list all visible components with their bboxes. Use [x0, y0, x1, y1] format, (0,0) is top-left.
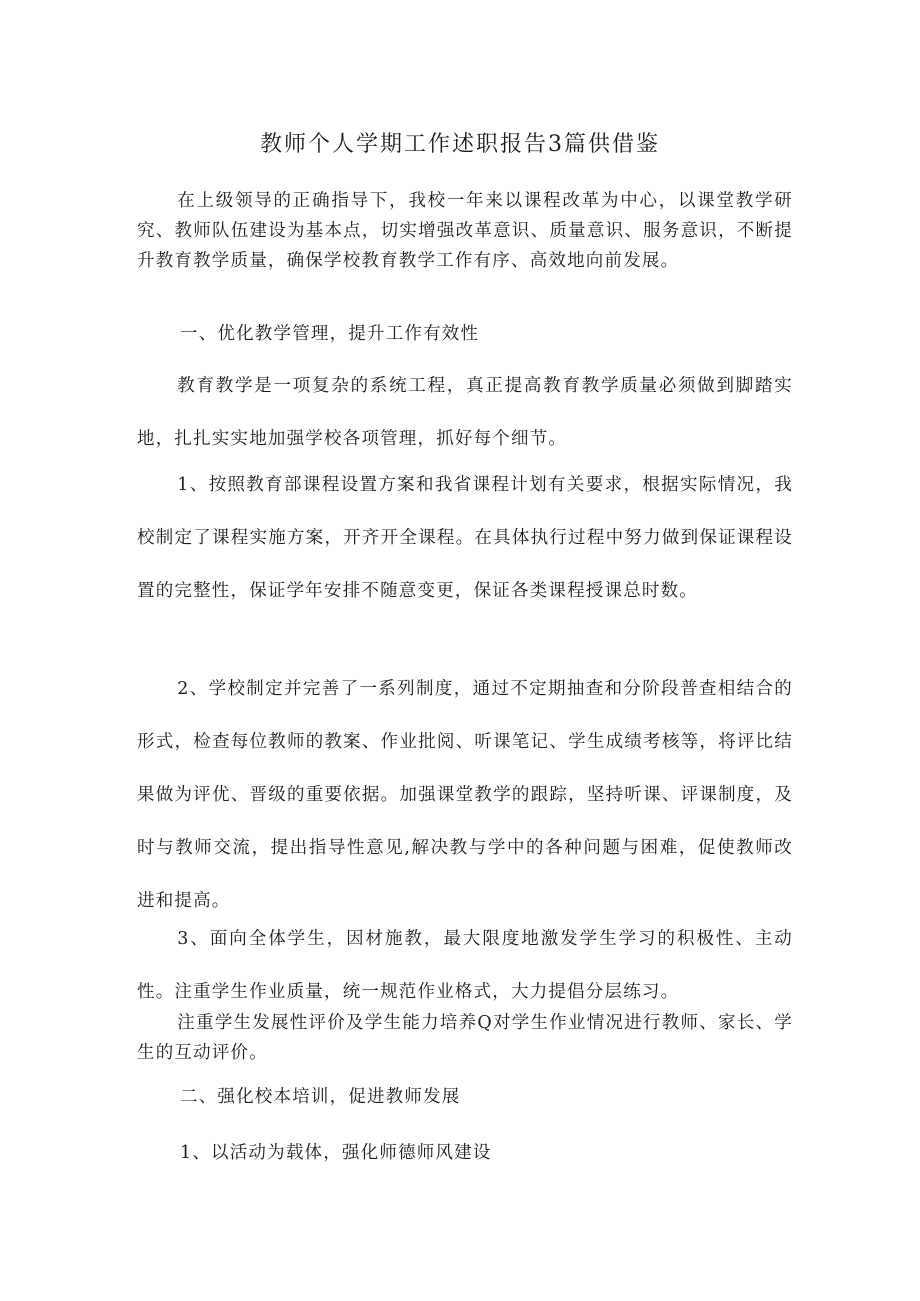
section-1-heading: 一、优化教学管理，提升工作有效性 — [180, 324, 480, 344]
item-2-paragraph: 2、学校制定并完善了一系列制度，通过不定期抽查和分阶段普查相结合的形式，检查每位教师的教案、作业批阅、听课笔记、学生成绩考核等，将评比结果做为评优、晋级的重要依据。加强课堂教学的跟踪，坚持听课、评课制度，及时与教师交流，提出指导性意见,解决教与学中的各种问题与困难，促使教师改进和提高。 — [137, 679, 793, 911]
item-3-continuation-paragraph: 注重学生发展性评价及学生能力培养Q对学生作业情况进行教师、家长、学生的互动评价。 — [137, 1013, 793, 1063]
section-2-heading: 二、强化校本培训，促进教师发展 — [180, 1087, 461, 1107]
section-1-intro-paragraph: 教育教学是一项复杂的系统工程，真正提高教育教学质量必须做到脚踏实地，扎扎实实地加强学校各项管理，抓好每个细节。 — [137, 376, 793, 449]
item-3-paragraph: 3、面向全体学生，因材施教，最大限度地激发学生学习的积极性、主动性。注重学生作业质量，统一规范作业格式，大力提倡分层练习。 — [137, 929, 793, 1002]
item-1-paragraph: 1、按照教育部课程设置方案和我省课程计划有关要求，根据实际情况，我校制定了课程实施方案，开齐开全课程。在具体执行过程中努力做到保证课程设置的完整性，保证学年安排不随意变更，保证各类课程授课总时数。 — [137, 475, 793, 601]
document-title: 教师个人学期工作述职报告3篇供借鉴 — [260, 132, 660, 157]
section-2-item-1: 1、以活动为载体，强化师德师风建设 — [180, 1143, 492, 1163]
intro-paragraph: 在上级领导的正确指导下，我校一年来以课程改革为中心，以课堂教学研究、教师队伍建设为基本点，切实增强改革意识、质量意识、服务意识，不断提升教育教学质量，确保学校教育教学工作有序、高效地向前发展。 — [137, 191, 793, 271]
